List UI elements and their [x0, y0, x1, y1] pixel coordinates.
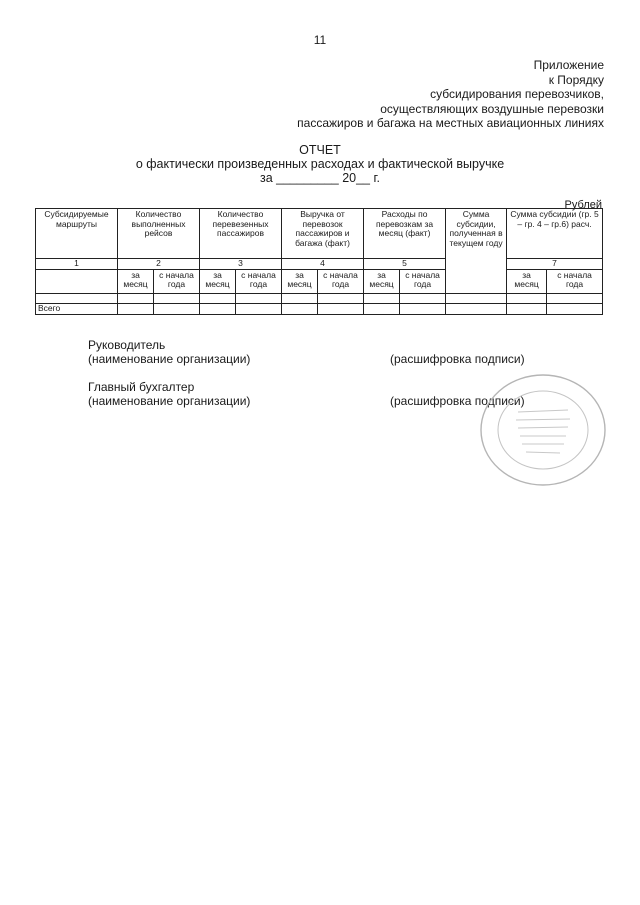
accountant-signature [88, 380, 250, 408]
report-period: за _________ 20__ г. [260, 171, 380, 185]
appendix-line: Приложение [533, 58, 604, 72]
header-cell: Сумма субсидии, полученная в текущем году [446, 209, 507, 294]
currency-label: Рублей [564, 199, 602, 211]
sub-month: за месяц [200, 269, 236, 293]
appendix-line: осуществляющих воздушные перевозки [380, 101, 604, 116]
head-title: Руководитель [88, 338, 166, 352]
head-decode: (расшифровка подписи) [390, 352, 525, 366]
column-number: 5 [364, 259, 446, 270]
table-header-row [36, 209, 603, 259]
column-number-row [36, 259, 603, 270]
accountant-title: Главный бухгалтер [88, 380, 195, 394]
sub-ytd: с начала года [318, 269, 364, 293]
header-cell: Расходы по перевозкам за месяц (факт) [364, 209, 446, 259]
accountant-decode: (расшифровка подписи) [390, 394, 525, 408]
header-cell: Количество перевезенных пассажиров [200, 209, 282, 259]
appendix-line: пассажиров и багажа на местных авиационных линиях [297, 116, 604, 130]
column-number: 2 [118, 259, 200, 270]
header-cell: Выручка от перевозок пассажиров и багажа (факт) [282, 209, 364, 259]
subheader-row [36, 269, 603, 293]
appendix-line: субсидирования перевозчиков, [430, 87, 604, 101]
column-number: 4 [282, 259, 364, 270]
sub-month: за месяц [118, 269, 154, 293]
empty-cell [36, 269, 118, 293]
total-row [36, 303, 603, 314]
header-cell: Сумма субсидии (гр. 5 – гр. 4 – гр.6) расч. [507, 209, 603, 259]
sub-ytd: с начала года [400, 269, 446, 293]
page-number: 11 [313, 33, 327, 47]
appendix-line: к Порядку [548, 72, 604, 87]
table-row [36, 293, 603, 303]
header-cell: Субсидируемые маршруты [36, 209, 118, 259]
sub-ytd: с начала года [547, 269, 603, 293]
sub-month: за месяц [282, 269, 318, 293]
column-number: 3 [200, 259, 282, 270]
head-signature [88, 338, 250, 366]
sub-ytd: с начала года [154, 269, 200, 293]
report-title-block [0, 143, 640, 185]
report-subtitle: о фактически произведенных расходах и фактической выручке [135, 157, 505, 171]
sub-month: за месяц [364, 269, 400, 293]
accountant-org: (наименование организации) [88, 394, 251, 408]
head-org: (наименование организации) [88, 352, 251, 366]
header-cell: Количество выполненных рейсов [118, 209, 200, 259]
appendix-block [264, 58, 604, 131]
column-number: 7 [507, 259, 603, 270]
official-stamp [478, 372, 608, 490]
sub-ytd: с начала года [236, 269, 282, 293]
report-table [35, 208, 603, 315]
report-title: ОТЧЕТ [299, 143, 341, 157]
column-number: 1 [36, 259, 118, 270]
total-label: Всего [36, 303, 118, 314]
sub-month: за месяц [507, 269, 547, 293]
